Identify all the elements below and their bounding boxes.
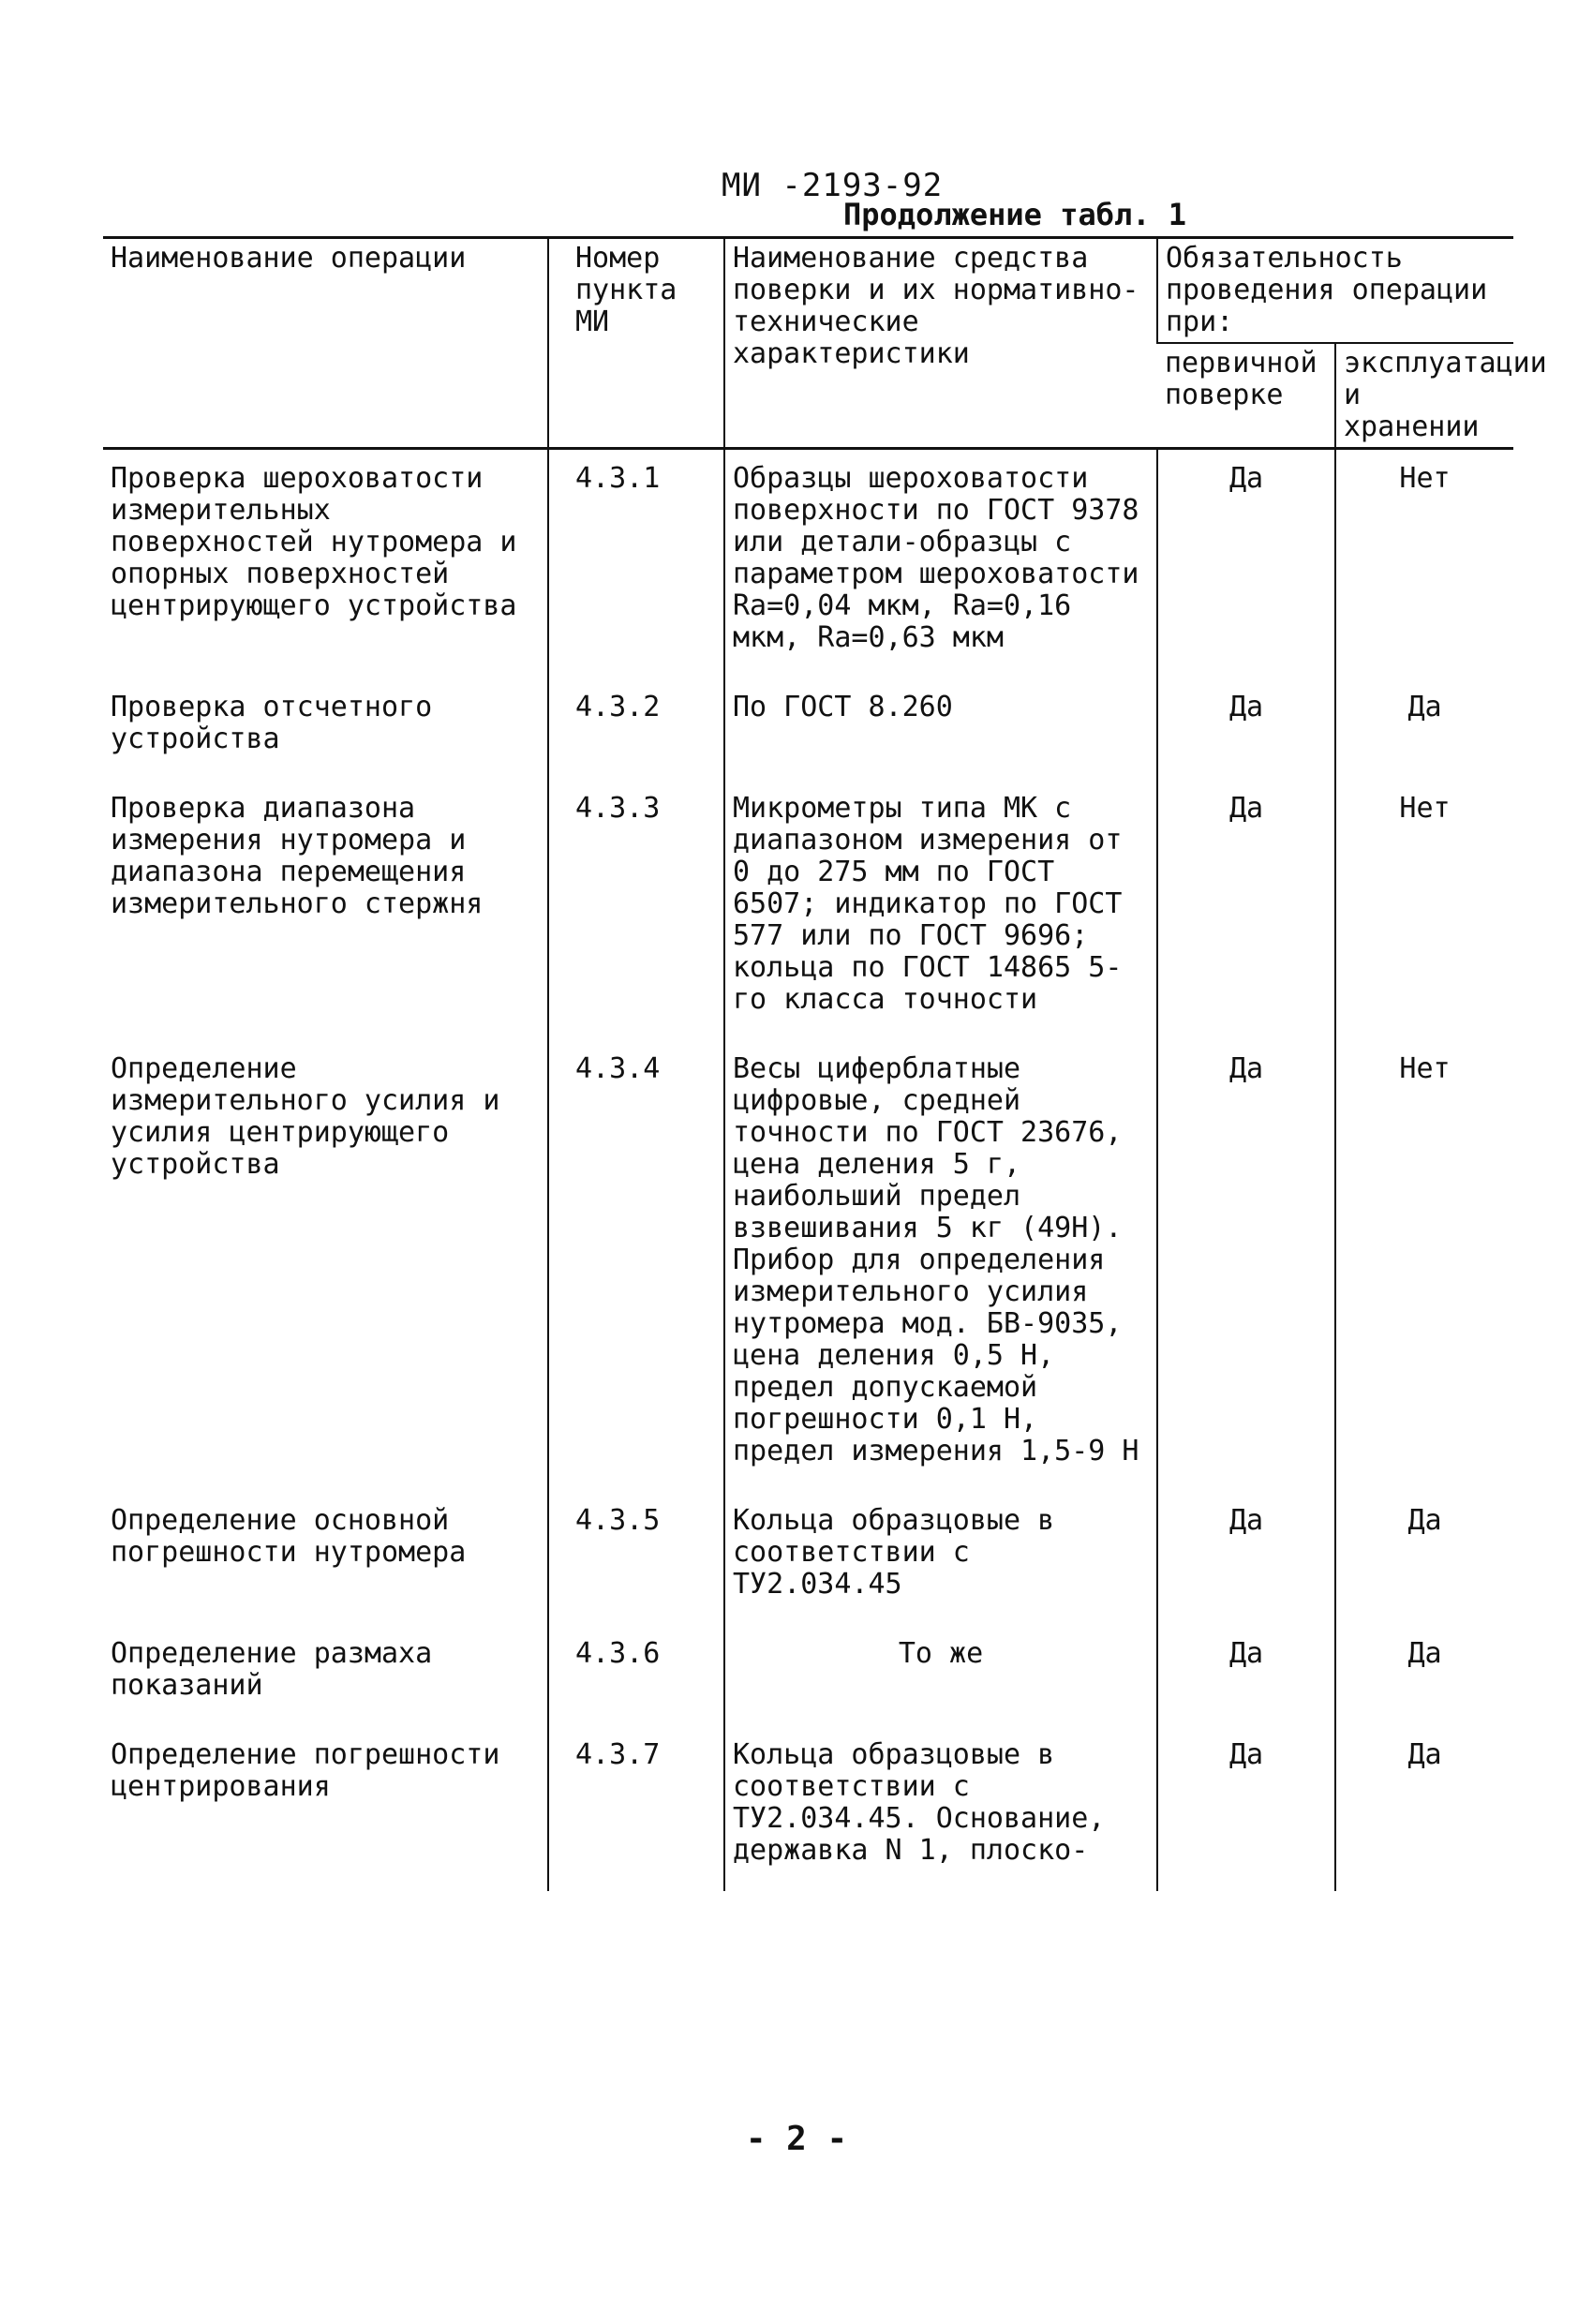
operation-cell: Определение основной погрешности нутромера bbox=[111, 1504, 467, 1569]
clause-cell: 4.3.7 bbox=[548, 1726, 724, 1891]
primary-cell: Да bbox=[1157, 449, 1335, 679]
table-row bbox=[103, 780, 1513, 1040]
header-primary: первичной поверке bbox=[1157, 343, 1335, 449]
page-number: - 2 - bbox=[745, 2120, 848, 2158]
clause-cell: 4.3.1 bbox=[548, 449, 724, 679]
means-cell: Кольца образцовые в соответствии с ТУ2.034.45 bbox=[724, 1492, 1157, 1625]
operation-cell: Определение погрешности центрирования bbox=[111, 1738, 500, 1803]
operation-cell: Проверка отсчетного устройства bbox=[111, 691, 433, 755]
table-row bbox=[103, 1625, 1513, 1726]
operation-cell: Проверка диапазона измерения нутромера и диапазона перемещения измерительного стержня bbox=[111, 792, 484, 920]
means-cell: То же bbox=[724, 1625, 1157, 1726]
primary-cell: Да bbox=[1157, 678, 1335, 780]
table-row bbox=[103, 1040, 1513, 1492]
header-storage: эксплуатации и хранении bbox=[1335, 343, 1513, 449]
storage-cell: Да bbox=[1335, 1625, 1513, 1726]
header-operation: Наименование операции bbox=[103, 238, 548, 449]
means-cell: Весы циферблатные цифровые, средней точности по ГОСТ 23676, цена деления 5 г, наибольший предел взвешивания 5 кг (49Н). Прибор для определения измерительного усилия нутромера мод. БВ-9035, цена деления 0,5 Н, предел допускаемой погрешности 0,1 Н, предел измерения 1,5-9 Н bbox=[724, 1040, 1157, 1492]
clause-cell: 4.3.5 bbox=[548, 1492, 724, 1625]
header-means: Наименование средства поверки и их нормативно-технические характеристики bbox=[724, 238, 1157, 449]
means-cell: Кольца образцовые в соответствии с ТУ2.034.45. Основание, державка N 1, плоско- bbox=[724, 1726, 1157, 1891]
clause-cell: 4.3.4 bbox=[548, 1040, 724, 1492]
operation-cell: Проверка шероховатости измерительных поверхностей нутромера и опорных поверхностей центрирующего устройства bbox=[111, 462, 517, 622]
verification-operations-table bbox=[103, 236, 1547, 1891]
header-mandatory: Обязательность проведения операции при: bbox=[1157, 238, 1513, 344]
table-row bbox=[103, 1726, 1513, 1891]
table-row bbox=[103, 678, 1513, 780]
clause-cell: 4.3.3 bbox=[548, 780, 724, 1040]
operation-cell: Определение измерительного усилия и усилия центрирующего устройства bbox=[111, 1052, 500, 1181]
table-caption: Продолжение табл. 1 bbox=[843, 197, 1187, 232]
clause-cell: 4.3.6 bbox=[548, 1625, 724, 1726]
primary-cell: Да bbox=[1157, 1040, 1335, 1492]
storage-cell: Нет bbox=[1335, 1040, 1513, 1492]
header-clause: Номер пункта МИ bbox=[548, 238, 724, 449]
primary-cell: Да bbox=[1157, 1492, 1335, 1625]
primary-cell: Да bbox=[1157, 1625, 1335, 1726]
table-row bbox=[103, 1492, 1513, 1625]
means-cell: По ГОСТ 8.260 bbox=[724, 678, 1157, 780]
primary-cell: Да bbox=[1157, 1726, 1335, 1891]
storage-cell: Да bbox=[1335, 1492, 1513, 1625]
storage-cell: Нет bbox=[1335, 780, 1513, 1040]
storage-cell: Да bbox=[1335, 1726, 1513, 1891]
means-cell: Образцы шероховатости поверхности по ГОСТ 9378 или детали-образцы с параметром шероховатости Ra=0,04 мкм, Ra=0,16 мкм, Ra=0,63 мкм bbox=[724, 449, 1157, 679]
means-cell: Микрометры типа МК с диапазоном измерения от 0 до 275 мм по ГОСТ 6507; индикатор по ГОСТ 577 или по ГОСТ 9696; кольца по ГОСТ 14865 5-го класса точности bbox=[724, 780, 1157, 1040]
primary-cell: Да bbox=[1157, 780, 1335, 1040]
storage-cell: Нет bbox=[1335, 449, 1513, 679]
operation-cell: Определение размаха показаний bbox=[111, 1637, 433, 1702]
table-row bbox=[103, 449, 1513, 679]
clause-cell: 4.3.2 bbox=[548, 678, 724, 780]
storage-cell: Да bbox=[1335, 678, 1513, 780]
document-code: МИ -2193-92 bbox=[722, 167, 944, 204]
